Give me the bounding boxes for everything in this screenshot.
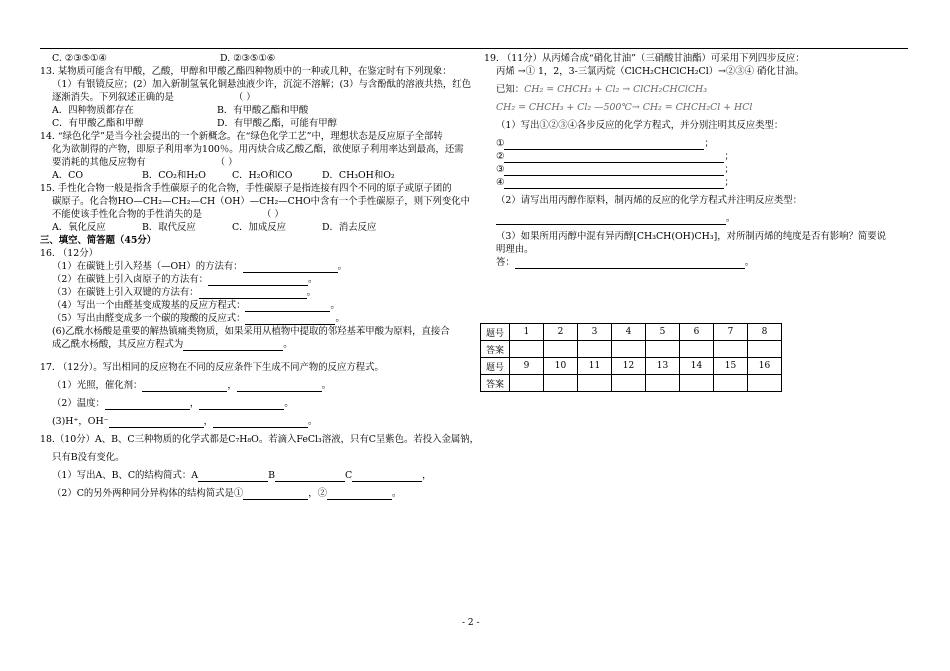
answer-blank[interactable] bbox=[504, 165, 724, 176]
answer-cell[interactable] bbox=[646, 341, 680, 358]
question-18: 18.（10分）A、B、C三种物质的化学式都是C₇H₈O。若滴入FeCl₃溶液，只有C呈紫色。若投入金属钠， 只有B没有变化。 （1）写出A、B、C的结构简式：A B C ， （2）C的另外两种同分异构体的结构简式是① ，② 。 bbox=[40, 434, 479, 499]
answer-cell[interactable] bbox=[646, 375, 680, 392]
answer-cell[interactable] bbox=[544, 375, 578, 392]
answer-grid bbox=[480, 323, 782, 392]
answer-blank[interactable] bbox=[237, 381, 322, 392]
answer-blank[interactable] bbox=[199, 288, 307, 299]
answer-cell[interactable] bbox=[612, 341, 646, 358]
answer-cell[interactable] bbox=[680, 375, 714, 392]
question-15: 15. 手性化合物一般是指含手性碳原子的化合物，手性碳原子是指连接有四个不同的原子或原子团的 碳原子。化合物HO—CH₂—CH₂—CH（OH）—CH₂—CHO中含有一个手性碳原子，则下列变化中 不能使该手性化合物的手性消失的是 （ ） A．氧化反应 B．取代反应 C．加成反应 D．消去反应 bbox=[40, 183, 471, 233]
answer-blank[interactable] bbox=[245, 301, 330, 312]
answer-blank[interactable] bbox=[243, 489, 308, 500]
answer-cell[interactable] bbox=[612, 375, 646, 392]
answer-blank[interactable] bbox=[504, 152, 724, 163]
answer-cell[interactable] bbox=[748, 375, 782, 392]
known-equation-2: CH₂ = CHCH₃ + Cl₂ —500℃→ CH₂ = CHCH₂Cl + HCl bbox=[496, 102, 753, 113]
answer-blank[interactable] bbox=[245, 314, 335, 325]
answer-cell[interactable] bbox=[680, 341, 714, 358]
answer-blank[interactable] bbox=[352, 471, 422, 482]
right-column bbox=[484, 52, 914, 269]
question-14: 14. “绿色化学”是当今社会提出的一个新概念。在“绿色化学工艺”中，理想状态是反应原子全部转 化为欲制得的产物，即原子利用率为100％。用丙炔合成乙酸乙酯，欲使原子利用率达到最高，还需 要消耗的其他反应物有 （ ） A．CO B．CO₂和H₂O C．H₂O和CO D．CH₃OH和O₂ bbox=[40, 131, 464, 181]
answer-blank[interactable] bbox=[515, 258, 745, 269]
answer-blank[interactable] bbox=[504, 178, 724, 189]
answer-blank[interactable] bbox=[183, 340, 283, 351]
left-column bbox=[40, 52, 479, 500]
answer-blank[interactable] bbox=[275, 471, 345, 482]
answer-blank[interactable] bbox=[208, 275, 308, 286]
answer-cell[interactable] bbox=[510, 341, 544, 358]
synthesis-route: 丙烯 →① 1，2，3-三氯丙烷（ClCH₂CHClCH₂Cl）→②③④ 硝化甘油。 bbox=[496, 66, 804, 77]
answer-blank[interactable] bbox=[213, 417, 308, 428]
answer-blank[interactable] bbox=[243, 262, 338, 273]
question-17: 17. （12分）。写出相同的反应物在不同的反应条件下生成不同产物的反应方程式。 （1）光照，催化剂： ， 。 （2）温度： ， 。 (3)H⁺，OH⁻ ， 。 bbox=[40, 362, 384, 427]
answer-cell[interactable] bbox=[748, 341, 782, 358]
table-row: 题号 9 10 11 12 13 14 15 16 bbox=[481, 358, 782, 375]
header-rule bbox=[40, 48, 908, 49]
answer-cell[interactable] bbox=[714, 341, 748, 358]
question-16: 16. （12分） （1）在碳链上引入羟基（—OH）的方法有： 。 （2）在碳链上引入卤原子的方法有： 。 （3）在碳链上引入双键的方法有： 。 （4）写出一个由醛基变成羧基的反应方程式： 。 （5）写出由醛变成多一个碳的羧酸的反应式： 。 (6)乙酰水杨酸是重要的解热镇痛类物质，如果采用从植物中提取的邻羟基苯甲酸为原料，直接合 成乙酰水杨酸，其反应方程式为 。 bbox=[40, 248, 450, 350]
answer-blank[interactable] bbox=[109, 417, 204, 428]
options-prev-question: C. ②③⑤①④ D. ②③⑤①⑥ bbox=[52, 53, 276, 64]
known-equation-1: CH₂ = CHCH₃ + Cl₂ → ClCH₂CHClCH₃ bbox=[524, 84, 707, 95]
answer-cell[interactable] bbox=[510, 375, 544, 392]
answer-blank[interactable] bbox=[105, 399, 190, 410]
answer-cell[interactable] bbox=[578, 341, 612, 358]
section-3-heading: 三、填空、简答题（45分） bbox=[40, 235, 157, 246]
answer-blank[interactable] bbox=[327, 489, 392, 500]
answer-blank[interactable] bbox=[199, 399, 284, 410]
answer-cell[interactable] bbox=[578, 375, 612, 392]
answer-blank[interactable] bbox=[198, 471, 268, 482]
answer-blank[interactable] bbox=[504, 139, 704, 150]
answer-cell[interactable] bbox=[544, 341, 578, 358]
answer-blank[interactable] bbox=[142, 381, 227, 392]
table-row: 答案 bbox=[481, 341, 782, 358]
table-row: 题号 1 2 3 4 5 6 7 8 bbox=[481, 324, 782, 341]
answer-cell[interactable] bbox=[714, 375, 748, 392]
question-19: 19. （11分）从丙烯合成“硝化甘油”（三硝酸甘油酯）可采用下列四步反应： 丙烯 →① 1，2，3-三氯丙烷（ClCH₂CHClCH₂Cl）→②③④ 硝化甘油。 已知：CH₂ = CHCH₃ + Cl₂ → ClCH₂CHClCH₃ CH₂ = CHCH₃ + Cl₂ —500℃→ CH₂ = CHCH₂Cl + HCl （1）写出①②③④各步反应的化学方程式，并分别注明其反应类型： ① ； ② ； ③ ； ④ ； （2）请写出用丙醇作原料，制丙烯的反应的化学方程式并注明反应类型： 。 （3）如果所用丙醇中混有异丙醇[CH₃CH(OH)CH₃]，对所制丙烯的纯度是否有影响？简要说 明理由。 答： 。 bbox=[484, 52, 914, 269]
question-13: 13. 某物质可能含有甲酸，乙酸，甲醇和甲酸乙酯四种物质中的一种或几种，在鉴定时有下列现象： （1）有银镜反应；(2）加入新制氢氧化铜悬浊液少许，沉淀不溶解；(3）与含酚酞的溶液共热，红色 逐渐消失。下列叙述正确的是 （ ） A．四种物质都存在 B．有甲酸乙酯和甲酸 C．有甲酸乙酯和甲醇 D．有甲酸乙酯，可能有甲醇 bbox=[40, 66, 471, 129]
answer-blank[interactable] bbox=[496, 214, 726, 225]
table-row: 答案 bbox=[481, 375, 782, 392]
page-number: - 2 - bbox=[462, 618, 480, 628]
